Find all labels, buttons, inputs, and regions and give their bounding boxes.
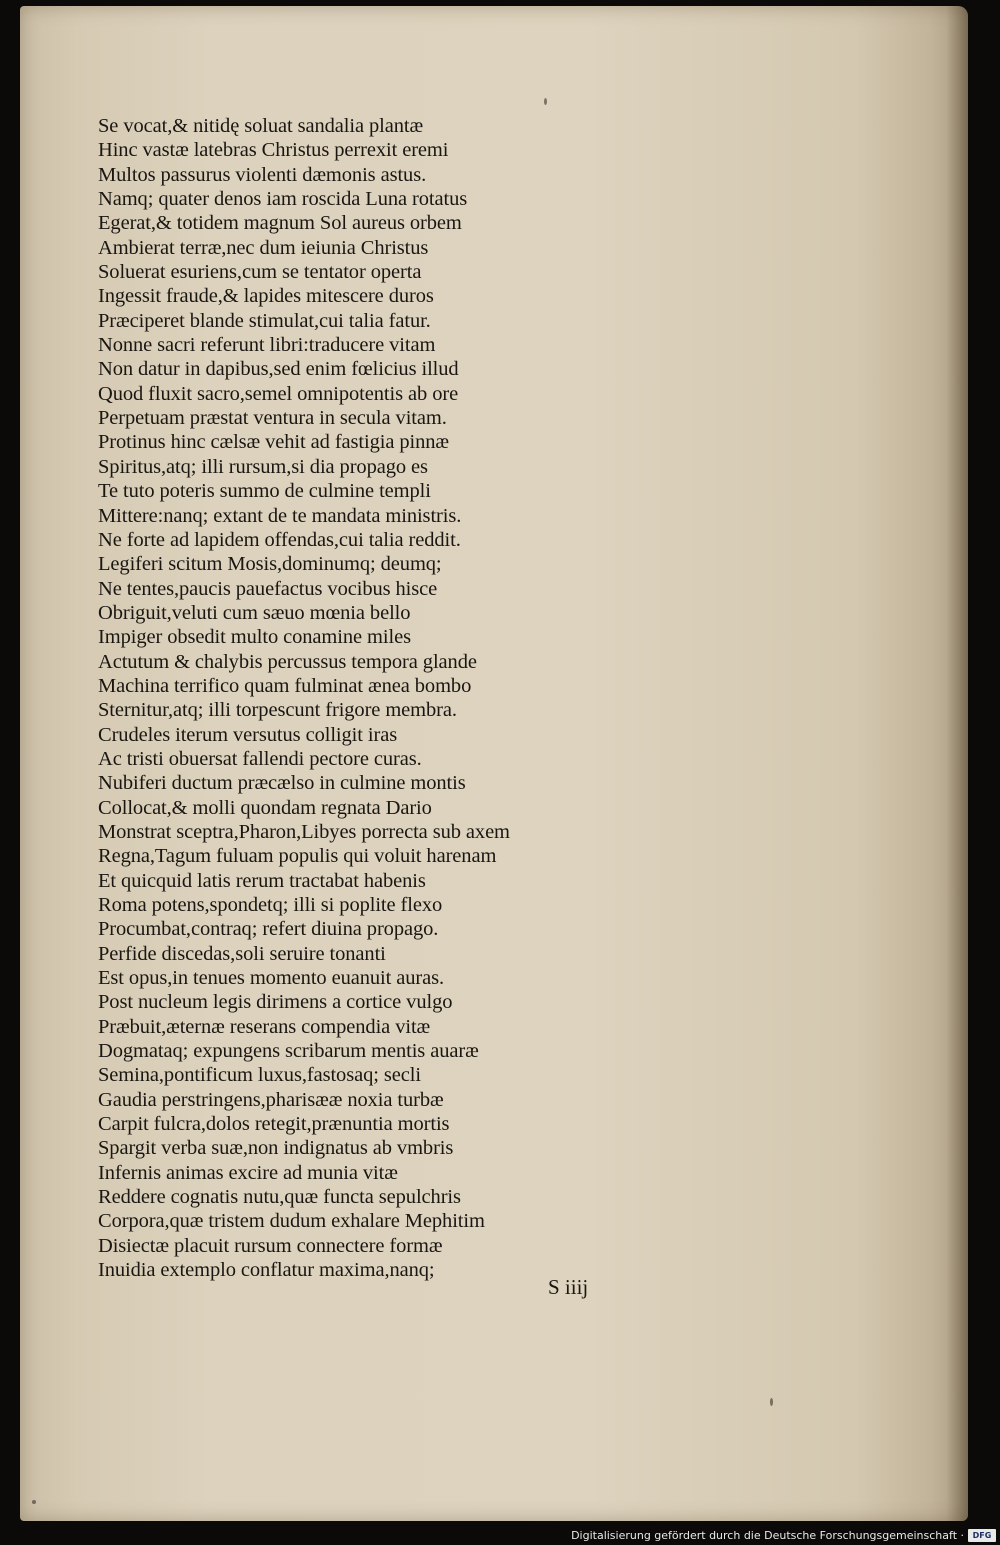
- verse-line: Præciperet blande stimulat,cui talia fatur.: [98, 309, 431, 332]
- signature-mark: S iiij: [548, 1275, 589, 1299]
- verse-line: Perpetuam præstat ventura in secula vitam.: [98, 407, 447, 430]
- verse-line: Perfide discedas,soli seruire tonanti: [98, 942, 386, 965]
- verse-line: Carpit fulcra,dolos retegit,prænuntia mortis: [98, 1113, 450, 1136]
- verse-line: Reddere cognatis nutu,quæ functa sepulchris: [98, 1186, 461, 1209]
- book-page: [20, 6, 968, 1521]
- verse-line: Multos passurus violenti dæmonis astus.: [98, 163, 427, 186]
- page-edge-shadow: [946, 6, 968, 1521]
- verse-line: Egerat,& totidem magnum Sol aureus orbem: [98, 212, 462, 235]
- verse-line: Machina terrifico quam fulminat ænea bombo: [98, 674, 472, 697]
- verse-line: Spargit verba suæ,non indignatus ab vmbris: [98, 1137, 454, 1160]
- dfg-logo-icon: DFG: [968, 1529, 996, 1542]
- verse-line: Ne tentes,paucis pauefactus vocibus hisce: [98, 577, 438, 600]
- verse-line: Procumbat,contraq; refert diuina propago.: [98, 918, 439, 941]
- ink-speck: [32, 1500, 36, 1504]
- verse-line: Corpora,quæ tristem dudum exhalare Mephitim: [98, 1210, 485, 1233]
- verse-line: Protinus hinc cælsæ vehit ad fastigia pinnæ: [98, 431, 450, 454]
- verse-text: [98, 114, 658, 1283]
- verse-line: Impiger obsedit multo conamine miles: [98, 626, 411, 649]
- verse-line: Ingessit fraude,& lapides mitescere duros: [98, 285, 434, 308]
- verse-line: Præbuit,æternæ reserans compendia vitæ: [98, 1015, 431, 1038]
- verse-line: Et quicquid latis rerum tractabat habenis: [98, 869, 426, 892]
- verse-line: Regna,Tagum fuluam populis qui voluit harenam: [98, 845, 497, 868]
- verse-line: Soluerat esuriens,cum se tentator operta: [98, 261, 422, 284]
- verse-line: Dogmataq; expungens scribarum mentis auaræ: [98, 1040, 479, 1063]
- verse-line: Mittere:nanq; extant de te mandata ministris.: [98, 504, 462, 527]
- verse-line: Nubiferi ductum præcælso in culmine montis: [98, 772, 466, 795]
- footer-credit-text: Digitalisierung gefördert durch die Deutsche Forschungsgemeinschaft ·: [571, 1529, 964, 1542]
- verse-line: Semina,pontificum luxus,fastosaq; secli: [98, 1064, 421, 1087]
- verse-line: Quod fluxit sacro,semel omnipotentis ab ore: [98, 382, 459, 405]
- verse-line: Inuidia extemplo conflatur maxima,nanq;: [98, 1259, 435, 1282]
- verse-line: Spiritus,atq; illi rursum,si dia propago es: [98, 455, 428, 478]
- ink-speck: [770, 1398, 773, 1406]
- verse-line: Non datur in dapibus,sed enim fœlicius illud: [98, 358, 459, 381]
- verse-line: Ambierat terræ,nec dum ieiunia Christus: [98, 236, 429, 259]
- verse-line: Actutum & chalybis percussus tempora glande: [98, 650, 477, 673]
- verse-line: Roma potens,spondetq; illi si poplite flexo: [98, 894, 443, 916]
- verse-line: Collocat,& molli quondam regnata Dario: [98, 796, 432, 819]
- verse-line: Ne forte ad lapidem offendas,cui talia reddit.: [98, 528, 461, 551]
- verse-line: Est opus,in tenues momento euanuit auras.: [98, 967, 445, 990]
- verse-line: Ac tristi obuersat fallendi pectore curas.: [98, 747, 422, 770]
- verse-line: Hinc vastæ latebras Christus perrexit eremi: [98, 139, 449, 162]
- verse-line: Disiectæ placuit rursum connectere formæ: [98, 1234, 443, 1257]
- verse-line: Obriguit,veluti cum sæuo mœnia bello: [98, 601, 411, 624]
- ink-speck: [544, 98, 547, 105]
- verse-line: Se vocat,& nitidę soluat sandalia plantæ: [98, 115, 424, 137]
- digitization-credit: [571, 1529, 964, 1542]
- verse-line: Namq; quater denos iam roscida Luna rotatus: [98, 188, 468, 211]
- verse-line: Legiferi scitum Mosis,dominumq; deumq;: [98, 553, 442, 576]
- verse-line: Gaudia perstringens,pharisææ noxia turbæ: [98, 1088, 444, 1111]
- verse-line: Infernis animas excire ad munia vitæ: [98, 1161, 398, 1184]
- verse-line: Monstrat sceptra,Pharon,Libyes porrecta sub axem: [98, 820, 510, 843]
- verse-line: Post nucleum legis dirimens a cortice vulgo: [98, 991, 453, 1014]
- verse-line: Sternitur,atq; illi torpescunt frigore membra.: [98, 699, 457, 722]
- verse-line: Nonne sacri referunt libri:traducere vitam: [98, 334, 436, 357]
- verse-line: Crudeles iterum versutus colligit iras: [98, 723, 398, 746]
- verse-line: Te tuto poteris summo de culmine templi: [98, 480, 431, 503]
